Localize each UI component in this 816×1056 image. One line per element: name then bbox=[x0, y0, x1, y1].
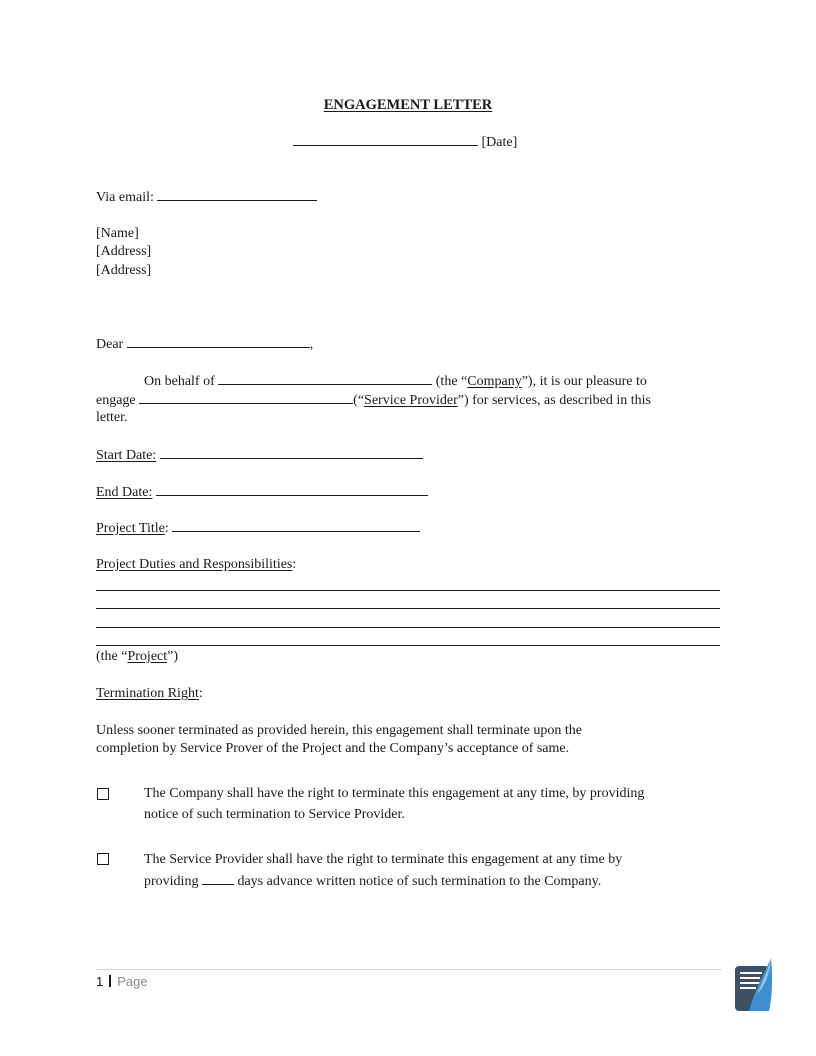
option-2-checkbox[interactable] bbox=[97, 853, 109, 865]
engage-text: engage bbox=[96, 393, 136, 408]
termination-colon: : bbox=[198, 686, 203, 701]
page-footer bbox=[96, 974, 148, 990]
the-open-text: (the “ bbox=[435, 374, 468, 389]
end-date-label: End Date: bbox=[96, 485, 153, 500]
option-2-line-1: The Service Provider shall have the right to terminate this engagement at any time by bbox=[144, 852, 623, 867]
project-ref-line bbox=[96, 648, 178, 666]
service-provider-term: Service Provider bbox=[364, 393, 458, 408]
on-behalf-of-text: On behalf of bbox=[144, 374, 215, 389]
document-logo-icon bbox=[735, 958, 773, 1011]
page-label: Page bbox=[117, 974, 148, 989]
dear-blank[interactable] bbox=[127, 335, 310, 348]
salutation-line bbox=[96, 335, 313, 354]
option-2-providing: providing bbox=[144, 874, 199, 889]
termination-para-2: completion by Service Prover of the Project and the Company’s acceptance of same. bbox=[96, 741, 570, 756]
start-date-line bbox=[96, 446, 423, 465]
recipient-name: [Name] bbox=[96, 226, 139, 241]
pleasure-text: ”), it is our pleasure to bbox=[521, 374, 647, 389]
option-1-checkbox[interactable] bbox=[97, 788, 109, 800]
services-desc-text: ”) for services, as described in this bbox=[457, 393, 651, 408]
footer-separator bbox=[109, 975, 111, 987]
company-term: Company bbox=[467, 374, 522, 389]
dear-comma: , bbox=[309, 337, 314, 352]
company-blank[interactable] bbox=[218, 372, 432, 385]
termination-para-1: Unless sooner terminated as provided herein, this engagement shall terminate upon the bbox=[96, 723, 582, 738]
project-title-line bbox=[96, 519, 420, 538]
project-title-colon: : bbox=[164, 521, 169, 536]
sp-open-text: (“ bbox=[353, 393, 365, 408]
duties-rule-4[interactable] bbox=[96, 645, 720, 646]
via-email-label: Via email: bbox=[96, 190, 154, 205]
days-blank[interactable] bbox=[202, 872, 234, 885]
start-date-blank[interactable] bbox=[160, 446, 423, 459]
duties-rule-2[interactable] bbox=[96, 608, 720, 609]
termination-heading-line bbox=[96, 685, 203, 703]
footer-divider bbox=[96, 969, 722, 970]
end-date-line bbox=[96, 483, 428, 502]
date-line bbox=[293, 133, 517, 152]
date-blank[interactable] bbox=[293, 133, 478, 146]
via-email-line bbox=[96, 188, 317, 207]
via-email-blank[interactable] bbox=[157, 188, 317, 201]
document-title: ENGAGEMENT LETTER bbox=[323, 97, 493, 113]
page-number: 1 bbox=[96, 974, 104, 989]
service-provider-blank[interactable] bbox=[139, 391, 353, 404]
date-placeholder: [Date] bbox=[481, 135, 518, 150]
duties-colon: : bbox=[292, 557, 297, 572]
option-2-days-text: days advance written notice of such termination to the Company. bbox=[237, 874, 602, 889]
duties-rule-3[interactable] bbox=[96, 627, 720, 628]
project-ref-close: ”) bbox=[167, 649, 179, 664]
project-title-label: Project Title bbox=[96, 521, 165, 536]
termination-heading: Termination Right bbox=[96, 686, 199, 701]
project-term: Project bbox=[127, 649, 168, 664]
duties-line bbox=[96, 556, 296, 574]
option-1-line-1: The Company shall have the right to terminate this engagement at any time, by providing bbox=[144, 786, 645, 801]
project-title-blank[interactable] bbox=[172, 519, 420, 532]
duties-label: Project Duties and Responsibilities bbox=[96, 557, 293, 572]
option-1-line-2: notice of such termination to Service Provider. bbox=[144, 807, 405, 822]
body-line-2 bbox=[96, 391, 651, 410]
dear-label: Dear bbox=[96, 337, 124, 352]
end-date-blank[interactable] bbox=[156, 483, 428, 496]
project-ref-open: (the “ bbox=[96, 649, 128, 664]
recipient-address-2: [Address] bbox=[96, 263, 152, 278]
start-date-label: Start Date: bbox=[96, 448, 157, 463]
body-line-1 bbox=[144, 372, 647, 391]
option-2-line-2 bbox=[144, 872, 601, 891]
recipient-address-1: [Address] bbox=[96, 244, 152, 259]
body-line-3: letter. bbox=[96, 410, 128, 425]
duties-rule-1[interactable] bbox=[96, 590, 720, 591]
